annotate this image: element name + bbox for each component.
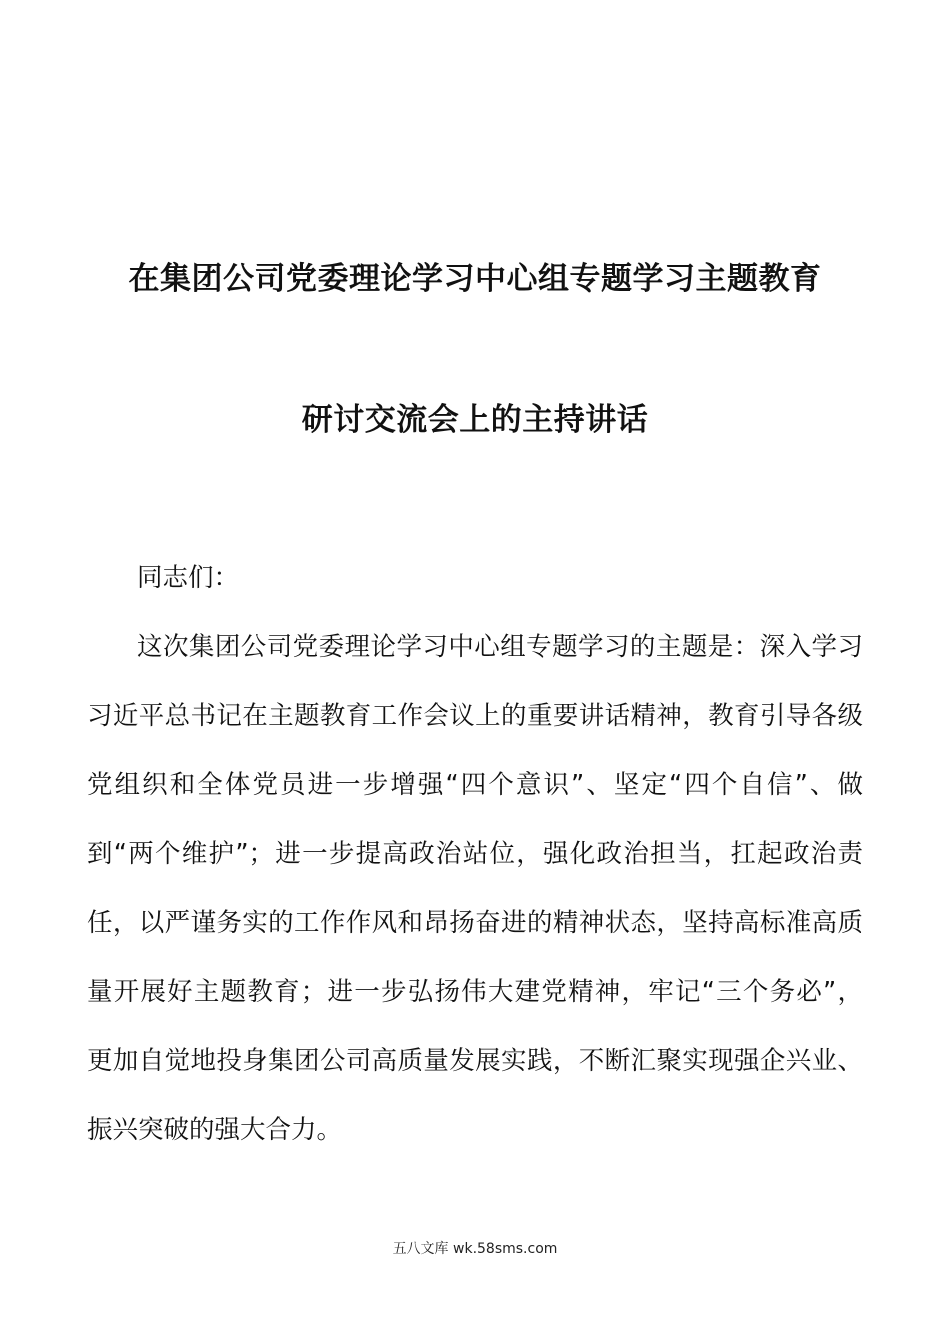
paragraph-line: 任，以严谨务实的工作作风和昂扬奋进的精神状态，坚持高标准高质 xyxy=(87,908,863,938)
paragraph-line: 更加自觉地投身集团公司高质量发展实践，不断汇聚实现强企兴业、 xyxy=(87,1046,863,1076)
document-title-line-1: 在集团公司党委理论学习中心组专题学习主题教育 xyxy=(128,261,822,297)
salutation: 同志们： xyxy=(137,563,240,593)
paragraph-line: 到“两个维护”；进一步提高政治站位，强化政治担当，扛起政治责 xyxy=(87,839,863,869)
paragraph-line: 振兴突破的强大合力。 xyxy=(87,1115,343,1145)
footer-watermark[interactable]: 五八文库 wk.58sms.com xyxy=(392,1241,558,1257)
paragraph-line: 这次集团公司党委理论学习中心组专题学习的主题是：深入学习 xyxy=(137,632,863,662)
document-title-line-2: 研讨交流会上的主持讲话 xyxy=(301,402,649,438)
paragraph-line: 量开展好主题教育；进一步弘扬伟大建党精神，牢记“三个务必”， xyxy=(87,977,863,1007)
paragraph-line: 习近平总书记在主题教育工作会议上的重要讲话精神，教育引导各级 xyxy=(87,701,863,731)
paragraph-line: 党组织和全体党员进一步增强“四个意识”、坚定“四个自信”、做 xyxy=(87,770,863,800)
